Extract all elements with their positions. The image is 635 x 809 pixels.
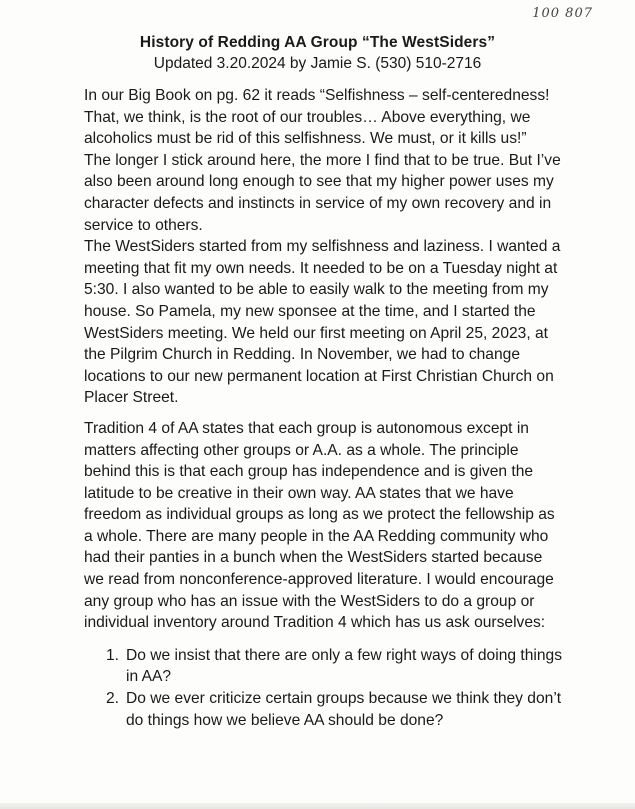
text-line: 5:30. I also wanted to be able to easily walk to the meeting from my	[84, 281, 549, 299]
text-line: matters affecting other groups or A.A. as a whole. The principle	[84, 441, 519, 459]
scan-bottom-edge	[0, 803, 635, 809]
text-line: character defects and instincts in service of my own recovery and in	[84, 194, 552, 212]
text-line: in AA?	[126, 668, 172, 686]
text-line: the Pilgrim Church in Redding. In November, we had to change	[84, 346, 521, 364]
text-line: In our Big Book on pg. 62 it reads “Selfishness – self-centeredness!	[84, 87, 550, 104]
text-line: The WestSiders started from my selfishness and laziness. I wanted a	[84, 238, 561, 256]
text-line: freedom as individual groups as long as we protect the fellowship as	[84, 506, 555, 524]
text-line: do things how we believe AA should be done?	[126, 711, 444, 729]
list-item	[84, 688, 614, 731]
text-line: also been around long enough to see that my higher power uses my	[84, 173, 554, 191]
text-line: alcoholics must be rid of this selfishness. We must, or it kills us!”	[84, 130, 527, 148]
text-line: behind this is that each group has independence and is given the	[84, 463, 534, 481]
text-line: individual inventory around Tradition 4 which has us ask ourselves:	[84, 614, 546, 632]
list-item	[84, 645, 614, 688]
paragraph-big-book	[84, 85, 614, 236]
text-line: The longer I stick around here, the more I find that to be true. But I’ve	[84, 151, 561, 169]
text-line: any group who has an issue with the WestSiders to do a group or	[84, 592, 535, 610]
text-line: a whole. There are many people in the AA Redding community who	[84, 527, 549, 545]
text-line: Do we ever criticize certain groups because we think they don’t	[126, 690, 562, 708]
text-line: service to others.	[84, 216, 203, 234]
text-line: Tradition 4 of AA states that each group is autonomous except in	[84, 419, 529, 437]
text-line: WestSiders meeting. We held our first meeting on April 25, 2023, at	[84, 324, 549, 342]
paragraph-tradition-4	[84, 418, 614, 634]
text-line: latitude to be creative in their own way. AA states that we have	[84, 484, 514, 502]
document-subtitle: Updated 3.20.2024 by Jamie S. (530) 510-2716	[153, 55, 482, 72]
text-line: That, we think, is the root of our troubles… Above everything, we	[84, 108, 531, 126]
list-item-number: 2.	[106, 690, 120, 708]
text-line: had their panties in a bunch when the WestSiders started because	[84, 549, 543, 567]
paragraph-group-origin	[84, 236, 614, 409]
document-body	[84, 85, 614, 731]
text-line: meeting that fit my own needs. It needed to be on a Tuesday night at	[84, 259, 558, 277]
text-line: locations to our new permanent location at First Christian Church on	[84, 367, 554, 385]
inventory-questions-list	[84, 645, 614, 731]
text-line: house. So Pamela, my new sponsee at the time, and I started the	[84, 302, 536, 320]
list-item-number: 1.	[106, 646, 120, 664]
text-line: Placer Street.	[84, 389, 179, 407]
handwritten-doc-id: 100 807	[532, 6, 593, 21]
text-line: we read from nonconference-approved literature. I would encourage	[84, 571, 554, 589]
document-title: History of Redding AA Group “The WestSiders”	[139, 34, 496, 51]
text-line: Do we insist that there are only a few right ways of doing things	[126, 646, 562, 664]
